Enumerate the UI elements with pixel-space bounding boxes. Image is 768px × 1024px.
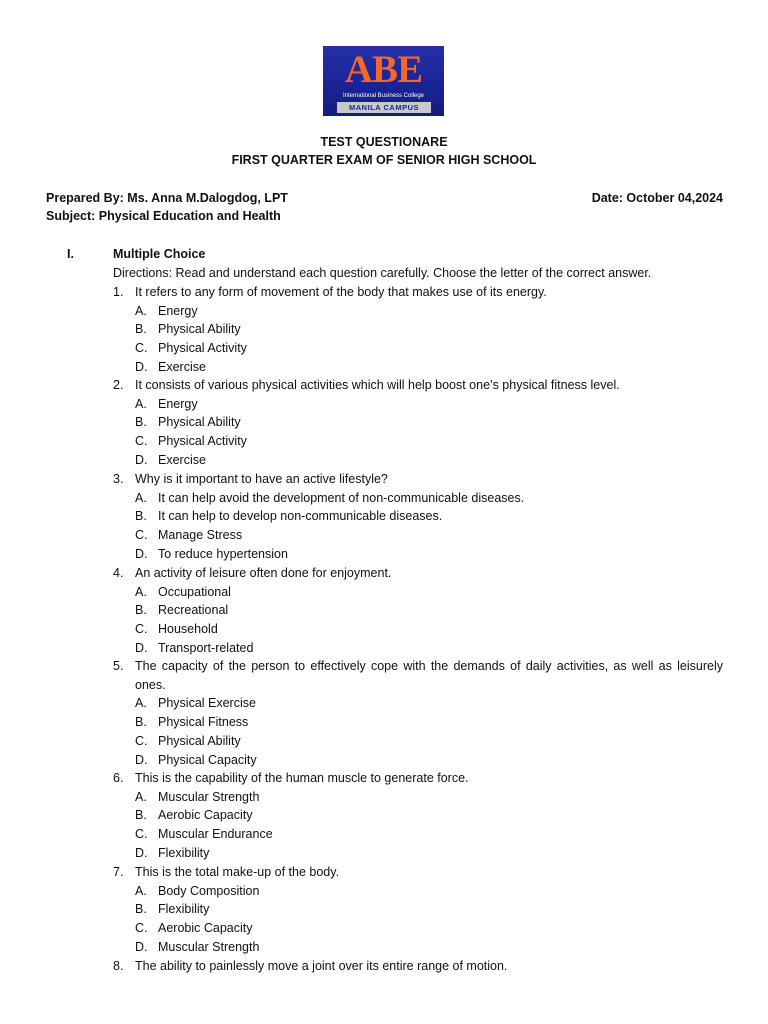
option-text: Physical Ability (158, 415, 241, 430)
option-letter: C. (135, 622, 148, 637)
option-letter: B. (135, 322, 147, 337)
option-letter: A. (135, 303, 147, 318)
question-text: The capacity of the person to effectively cope with the demands of daily activities, as well as leisurely (135, 659, 723, 673)
option-letter: B. (135, 415, 147, 430)
option-text: Body Composition (158, 883, 260, 898)
option-letter: B. (135, 808, 147, 823)
option-text: Energy (158, 303, 198, 318)
option-letter: C. (135, 733, 148, 748)
question-text: Why is it important to have an active lifestyle? (135, 472, 388, 486)
option-letter: A. (135, 789, 147, 804)
option-text: Occupational (158, 584, 231, 599)
option-letter: C. (135, 827, 148, 842)
section-directions: Directions: Read and understand each question carefully. Choose the letter of the correct answer. (113, 266, 652, 280)
prepared-by: Prepared By: Ms. Anna M.Dalogdog, LPT (46, 191, 288, 205)
option-letter: A. (135, 396, 147, 411)
question-text: This is the capability of the human muscle to generate force. (135, 771, 469, 785)
option-text: Physical Ability (158, 322, 241, 337)
option-letter: D. (135, 845, 148, 860)
question-number: 1. (113, 285, 124, 299)
option-letter: A. (135, 490, 147, 505)
document-title: TEST QUESTIONARE (320, 135, 448, 149)
logo-campus: MANILA CAMPUS (337, 102, 431, 113)
exam-date: Date: October 04,2024 (591, 191, 723, 205)
document-subtitle: FIRST QUARTER EXAM OF SENIOR HIGH SCHOOL (231, 153, 537, 167)
option-text: Exercise (158, 359, 206, 374)
option-letter: D. (135, 640, 148, 655)
option-text: It can help avoid the development of non-communicable diseases. (158, 490, 525, 505)
option-letter: C. (135, 921, 148, 936)
question-number: 3. (113, 472, 124, 486)
option-letter: C. (135, 434, 148, 449)
option-letter: C. (135, 528, 148, 543)
question-text: An activity of leisure often done for enjoyment. (135, 566, 392, 580)
question-text: This is the total make-up of the body. (135, 865, 340, 879)
option-text: Physical Fitness (158, 715, 249, 730)
subject-line: Subject: Physical Education and Health (46, 209, 281, 223)
option-letter: D. (135, 359, 148, 374)
option-letter: D. (135, 752, 148, 767)
section-title: Multiple Choice (113, 247, 206, 261)
option-text: It can help to develop non-communicable diseases. (158, 509, 443, 524)
option-letter: D. (135, 939, 148, 954)
option-text: Exercise (158, 452, 206, 467)
option-text: Physical Capacity (158, 752, 257, 767)
option-text: Household (158, 622, 218, 637)
question-number: 7. (113, 865, 124, 879)
question-number: 4. (113, 566, 124, 580)
option-text: Aerobic Capacity (158, 921, 253, 936)
option-text: Flexibility (158, 845, 210, 860)
option-letter: A. (135, 584, 147, 599)
question-number: 8. (113, 959, 124, 973)
option-text: Physical Activity (158, 341, 247, 356)
option-text: Muscular Endurance (158, 827, 273, 842)
question-text-continued: ones. (135, 677, 166, 692)
option-text: To reduce hypertension (158, 546, 288, 561)
option-text: Energy (158, 396, 198, 411)
option-letter: A. (135, 696, 147, 711)
question-number: 2. (113, 378, 124, 392)
option-text: Physical Activity (158, 434, 247, 449)
option-letter: A. (135, 883, 147, 898)
option-letter: B. (135, 902, 147, 917)
option-text: Aerobic Capacity (158, 808, 253, 823)
question-text: It refers to any form of movement of the body that makes use of its energy. (135, 285, 547, 299)
question-number: 6. (113, 771, 124, 785)
logo-subline: International Business College (342, 93, 425, 99)
question-number: 5. (113, 659, 124, 673)
school-logo (323, 46, 444, 116)
option-text: Flexibility (158, 902, 210, 917)
option-text: Muscular Strength (158, 789, 260, 804)
logo-wordmark: ABE (344, 48, 423, 91)
option-letter: D. (135, 452, 148, 467)
option-letter: D. (135, 546, 148, 561)
section-number: I. (67, 247, 74, 261)
option-letter: B. (135, 603, 147, 618)
option-text: Recreational (158, 603, 229, 618)
option-letter: C. (135, 341, 148, 356)
question-text: It consists of various physical activities which will help boost one’s physical fitness level. (135, 378, 620, 392)
option-letter: B. (135, 715, 147, 730)
option-text: Muscular Strength (158, 939, 260, 954)
option-text: Physical Ability (158, 733, 241, 748)
option-text: Physical Exercise (158, 696, 256, 711)
question-text: The ability to painlessly move a joint over its entire range of motion. (135, 959, 508, 973)
option-letter: B. (135, 509, 147, 524)
option-text: Transport-related (158, 640, 254, 655)
option-text: Manage Stress (158, 528, 243, 543)
